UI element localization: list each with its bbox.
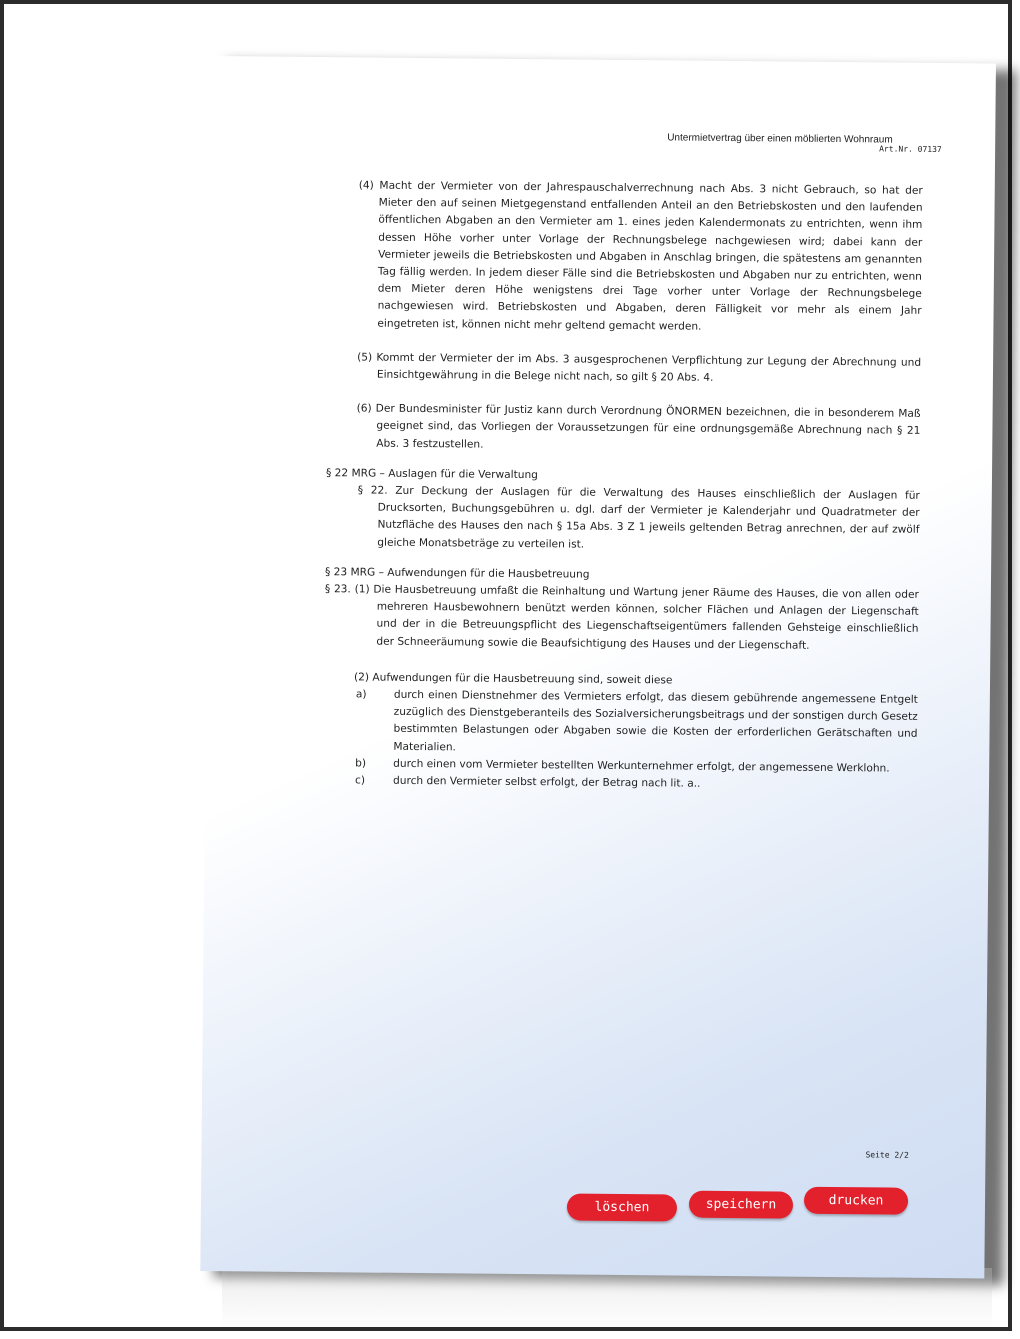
section-23-body: § 23. (1) Die Hausbetreuung umfaßt die Reinhaltung und Wartung jener Räume des Hauses, die von allen oder mehreren Hausbewohnern benützt werden können, solcher Flächen und Anlagen der Liegenschaft und der in die Betreuungspflicht des Liegenschaftseigentümers fallenden Gehsteige einschließlich der Schneeräumung sowie die Beaufsichtigung des Hauses und der Liegenschaft. xyxy=(324,583,919,652)
paragraph-6: (6) Der Bundesminister für Justiz kann durch Verordnung ÖNORMEN bezeichnen, die in besonderem Maß geeignet sind, das Vorliegen der Voraussetzungen für eine ordnungsgemäße Abrechnung nach § 21 Abs. 3 festzustellen. xyxy=(356,402,921,451)
section-23-subsection-2: (2) Aufwendungen für die Hausbetreuung sind, soweit diese xyxy=(353,671,673,687)
section-22-title: § 22 MRG – Auslagen für die Verwaltung xyxy=(325,466,538,481)
delete-button[interactable]: löschen xyxy=(567,1193,677,1221)
document-content xyxy=(323,177,923,795)
section-22-body: § 22. Zur Deckung der Auslagen für die Verwaltung des Hauses einschließlich der Auslagen für Drucksorten, Buchungsgebühren u. dgl. darf der Vermieter je Kalenderjahr und Quadratmeter der Nutzfläche des Hauses den nach § 15a Abs. 3 Z 1 jeweils geltenden Betrag anrechnen, der auf zwölf gleiche Monatsbeträge zu verteilen ist. xyxy=(357,484,920,551)
print-button[interactable]: drucken xyxy=(804,1187,908,1215)
item-list xyxy=(355,686,918,795)
section-23-title: § 23 MRG – Aufwendungen für die Hausbetreuung xyxy=(324,565,590,581)
list-letter: c) xyxy=(354,774,366,787)
list-text: durch einen vom Vermieter bestellten Werkunternehmer erfolgt, der angemessene Werklohn. xyxy=(393,757,890,775)
paragraph-4: (4) Macht der Vermieter von der Jahrespauschalverrechnung nach Abs. 3 nicht Gebrauch, so hat der Mieter den auf seinen Mietgegenstand entfallenden Anteil an den Betriebskosten und den laufenden öffentlichen Abgaben an den Vermieter am 1. eines jeden Kalendermonats zu entrichten, wenn ihm dessen Höhe vorher unter Vorlage der Rechnungsbelege nachgewiesen wird; dabei kann der Vermieter jeweils die Betriebskosten und Abgaben in Anschlag bringen, die spätestens am genannten Tag fällig werden. In jedem dieser Fälle sind die Betriebskosten und Abgaben nur zu entrichten, wenn dem Mieter deren Höhe wenigstens drei Tage vorher unter Vorlage der Rechnungsbelege nachgewiesen wird. Betriebskosten und Abgaben, deren Fälligkeit vor mehr als einem Jahr eingetreten ist, können nicht mehr geltend gemacht werden. xyxy=(358,179,923,333)
list-letter: a) xyxy=(355,688,367,701)
page-number: Seite 2/2 xyxy=(865,1150,909,1160)
list-letter: b) xyxy=(355,757,367,770)
list-text: durch den Vermieter selbst erfolgt, der Betrag nach lit. a.. xyxy=(392,774,701,790)
list-text: durch einen Dienstnehmer des Vermieters erfolgt, das diesem gebührende angemessene Entgelt zuzüglich des Dienstgeberanteils des Sozialversicherungsbeitrags und der sonstigen durch Gesetz bestimmten Belastungen oder Abgaben sowie die Kosten der erforderlichen Gerätschaften und Materialien. xyxy=(393,688,918,754)
list-item xyxy=(355,686,918,760)
paragraph-5: (5) Kommt der Vermieter der im Abs. 3 ausgesprochenen Verpflichtung zur Legung der Abrechnung und Einsichtgewährung in die Belege nicht nach, so gilt § 20 Abs. 4. xyxy=(357,351,922,384)
document-title: Untermietvertrag über einen möblierten Wohnraum xyxy=(667,132,893,146)
save-button[interactable]: speichern xyxy=(689,1191,793,1219)
document-page xyxy=(200,56,996,1278)
article-number: Art.Nr. 07137 xyxy=(879,144,942,155)
